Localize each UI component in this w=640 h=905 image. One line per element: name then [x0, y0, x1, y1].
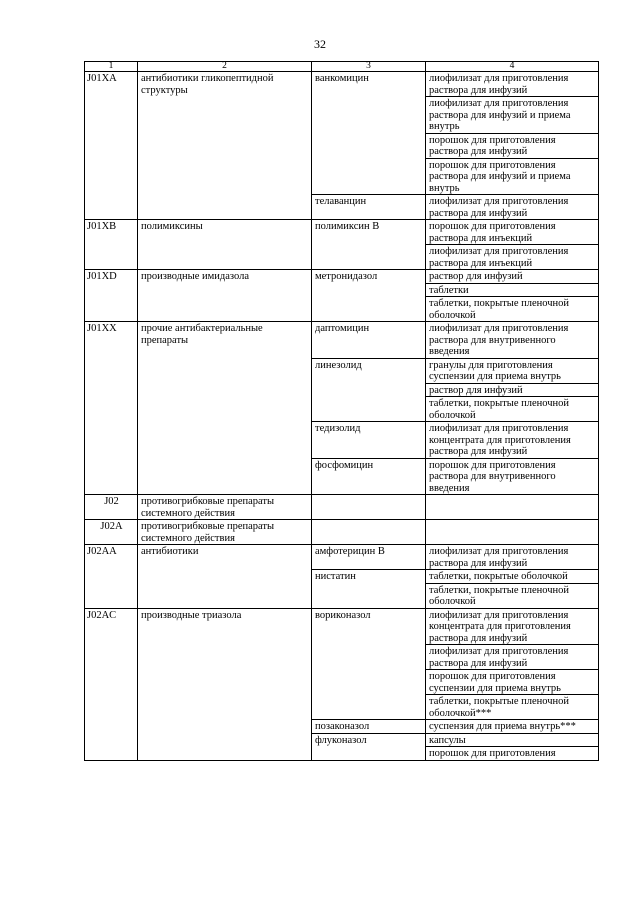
dosage-form-cell: раствор для инфузий [426, 383, 599, 397]
dosage-form-cell: таблетки, покрытые пленочной оболочкой [426, 397, 599, 422]
atc-code-cell: J02A [85, 520, 138, 545]
atc-group-cell: полимиксины [138, 220, 312, 270]
dosage-form-cell: порошок для приготовления раствора для внутривенного введения [426, 458, 599, 495]
column-header: 2 [138, 62, 312, 72]
dosage-form-cell [426, 520, 599, 545]
atc-code-cell: J01XX [85, 322, 138, 495]
atc-group-cell: противогрибковые препараты системного действия [138, 520, 312, 545]
dosage-form-cell: таблетки [426, 283, 599, 297]
atc-group-cell: производные имидазола [138, 270, 312, 322]
dosage-form-cell: лиофилизат для приготовления раствора для инфузий и приема внутрь [426, 97, 599, 134]
dosage-form-cell: таблетки, покрытые оболочкой [426, 570, 599, 584]
dosage-form-cell: таблетки, покрытые пленочной оболочкой [426, 583, 599, 608]
page-number: 32 [314, 37, 326, 51]
drug-name-cell: ванкомицин [312, 72, 426, 195]
table-row [85, 545, 599, 570]
atc-group-cell: производные триазола [138, 608, 312, 760]
drug-table [84, 61, 599, 761]
dosage-form-cell: раствор для инфузий [426, 270, 599, 284]
dosage-form-cell: порошок для приготовления [426, 747, 599, 761]
atc-group-cell: антибиотики гликопептидной структуры [138, 72, 312, 220]
dosage-form-cell [426, 495, 599, 520]
table-row [85, 520, 599, 545]
dosage-form-cell: порошок для приготовления суспензии для приема внутрь [426, 670, 599, 695]
drug-name-cell: даптомицин [312, 322, 426, 359]
dosage-form-cell: порошок для приготовления раствора для инъекций [426, 220, 599, 245]
drug-name-cell: флуконазол [312, 733, 426, 760]
atc-code-cell: J01XA [85, 72, 138, 220]
drug-name-cell: нистатин [312, 570, 426, 609]
header-row [85, 62, 599, 72]
dosage-form-cell: лиофилизат для приготовления раствора для инфузий [426, 645, 599, 670]
drug-name-cell: тедизолид [312, 422, 426, 459]
atc-code-cell: J01XB [85, 220, 138, 270]
column-header: 3 [312, 62, 426, 72]
dosage-form-cell: лиофилизат для приготовления раствора для инфузий [426, 195, 599, 220]
drug-name-cell: линезолид [312, 358, 426, 422]
table-row [85, 322, 599, 359]
drug-name-cell: метронидазол [312, 270, 426, 322]
dosage-form-cell: таблетки, покрытые пленочной оболочкой*** [426, 695, 599, 720]
dosage-form-cell: лиофилизат для приготовления раствора для инъекций [426, 245, 599, 270]
dosage-form-cell: таблетки, покрытые пленочной оболочкой [426, 297, 599, 322]
atc-group-cell: антибиотики [138, 545, 312, 609]
dosage-form-cell: капсулы [426, 733, 599, 747]
table-row [85, 72, 599, 97]
drug-name-cell: телаванцин [312, 195, 426, 220]
dosage-form-cell: порошок для приготовления раствора для инфузий [426, 133, 599, 158]
dosage-form-cell: порошок для приготовления раствора для инфузий и приема внутрь [426, 158, 599, 195]
drug-name-cell: амфотерицин В [312, 545, 426, 570]
drug-name-cell: полимиксин В [312, 220, 426, 270]
dosage-form-cell: гранулы для приготовления суспензии для приема внутрь [426, 358, 599, 383]
table-row [85, 220, 599, 245]
drug-name-cell: позаконазол [312, 720, 426, 734]
dosage-form-cell: лиофилизат для приготовления концентрата для приготовления раствора для инфузий [426, 608, 599, 645]
atc-code-cell: J01XD [85, 270, 138, 322]
drug-name-cell: вориконазол [312, 608, 426, 720]
table-row [85, 495, 599, 520]
atc-code-cell: J02 [85, 495, 138, 520]
atc-code-cell: J02AC [85, 608, 138, 760]
drug-name-cell [312, 495, 426, 520]
atc-group-cell: противогрибковые препараты системного действия [138, 495, 312, 520]
dosage-form-cell: лиофилизат для приготовления раствора для инфузий [426, 545, 599, 570]
atc-group-cell: прочие антибактериальные препараты [138, 322, 312, 495]
dosage-form-cell: суспензия для приема внутрь*** [426, 720, 599, 734]
column-header: 4 [426, 62, 599, 72]
drug-name-cell [312, 520, 426, 545]
drug-name-cell: фосфомицин [312, 458, 426, 495]
dosage-form-cell: лиофилизат для приготовления концентрата для приготовления раствора для инфузий [426, 422, 599, 459]
dosage-form-cell: лиофилизат для приготовления раствора для внутривенного введения [426, 322, 599, 359]
dosage-form-cell: лиофилизат для приготовления раствора для инфузий [426, 72, 599, 97]
table-row [85, 270, 599, 284]
column-header: 1 [85, 62, 138, 72]
atc-code-cell: J02AA [85, 545, 138, 609]
table-row [85, 608, 599, 645]
